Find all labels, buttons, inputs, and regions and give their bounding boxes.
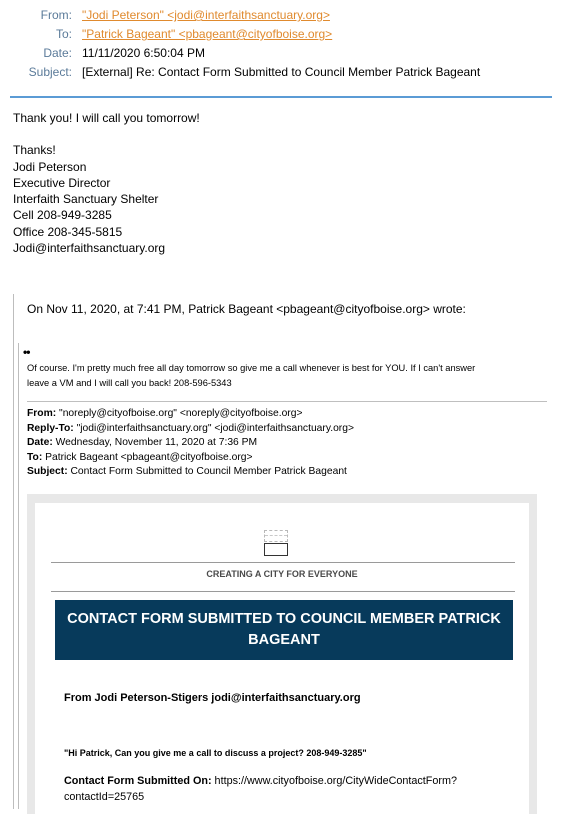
nested-quote <box>18 343 554 809</box>
message-body <box>13 110 200 256</box>
banner-line: CONTACT FORM SUBMITTED TO COUNCIL MEMBER PATRICK <box>67 611 501 627</box>
tagline: CREATING A CITY FOR EVERYONE <box>206 569 358 579</box>
tagline-rule-top <box>51 562 515 563</box>
to-row <box>0 27 560 46</box>
signature-office: Office 208-345-5815 <box>13 224 123 239</box>
signature-email: Jodi@interfaithsanctuary.org <box>13 241 166 256</box>
reply-line: leave a VM and I will call you back! 208-596-5343 <box>27 378 232 389</box>
header-divider <box>10 96 552 98</box>
message-quote: "Hi Patrick, Can you give me a call to discuss a project? 208-949-3285" <box>64 748 367 758</box>
email-card-frame <box>27 494 537 814</box>
tagline-rule-bottom <box>51 591 515 592</box>
submitted-url[interactable]: https://www.cityofboise.org/CityWideContactForm? <box>211 775 457 787</box>
to-label: To: <box>55 27 72 41</box>
banner-line: BAGEANT <box>248 632 320 648</box>
fwd-from-row: From: "noreply@cityofboise.org" <noreply@cityofboise.org> <box>27 408 303 419</box>
title-banner <box>55 600 513 660</box>
submitted-url-cont[interactable]: contactId=25765 <box>64 791 145 803</box>
signature-name: Jodi Peterson <box>13 159 87 174</box>
to-link[interactable]: "Patrick Bageant" <pbageant@cityofboise.org> <box>82 27 333 41</box>
signature-org: Interfaith Sanctuary Shelter <box>13 192 159 207</box>
sender-line: From Jodi Peterson-Stigers jodi@interfaithsanctuary.org <box>64 692 361 704</box>
from-label: From: <box>40 8 72 22</box>
fwd-to-row: To: Patrick Bageant <pbageant@cityofboise.org> <box>27 451 253 463</box>
subject-value: [External] Re: Contact Form Submitted to Council Member Patrick Bageant <box>82 65 481 79</box>
submitted-info <box>64 773 457 805</box>
forward-divider <box>27 401 547 402</box>
forwarded-header <box>27 407 354 480</box>
email-card <box>35 503 529 823</box>
signature-cell: Cell 208-949-3285 <box>13 208 112 223</box>
reply-text <box>27 361 547 392</box>
from-link[interactable]: "Jodi Peterson" <jodi@interfaithsanctuary.org> <box>82 8 330 22</box>
signature-title: Executive Director <box>13 175 111 190</box>
fwd-replyto-row: Reply-To: "jodi@interfaithsanctuary.org" <jodi@interfaithsanctuary.org> <box>27 422 354 434</box>
email-header <box>0 8 560 84</box>
from-row <box>0 8 560 27</box>
date-label: Date: <box>43 46 72 60</box>
thanks-text: Thanks! <box>13 143 56 158</box>
date-row <box>0 46 560 65</box>
bullet-dots: •• <box>23 345 30 359</box>
greeting-text: Thank you! I will call you tomorrow! <box>13 111 200 125</box>
submitted-label: Contact Form Submitted On: <box>64 775 212 787</box>
broken-image-icon <box>264 530 288 556</box>
wrote-line: On Nov 11, 2020, at 7:41 PM, Patrick Bageant <pbageant@cityofboise.org> wrote: <box>27 302 466 316</box>
fwd-date-row: Date: Wednesday, November 11, 2020 at 7:36 PM <box>27 437 258 449</box>
reply-line: Of course. I'm pretty much free all day tomorrow so give me a call whenever is best for YOU. If I can't answer <box>27 363 476 373</box>
subject-row <box>0 65 560 84</box>
date-value: 11/11/2020 6:50:04 PM <box>82 46 205 60</box>
subject-label: Subject: <box>28 65 72 79</box>
fwd-subject-row: Subject: Contact Form Submitted to Council Member Patrick Bageant <box>27 466 347 478</box>
